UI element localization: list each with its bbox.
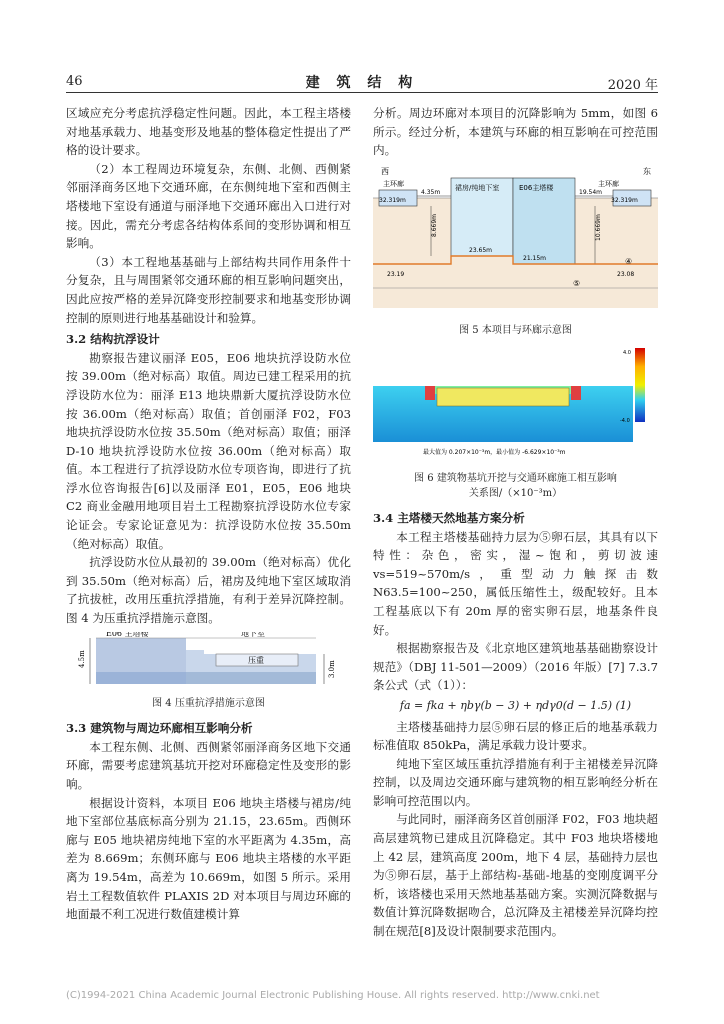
fig5-elev-podium: 23.65m <box>469 246 493 254</box>
fig5-marker-b: ⑤ <box>573 278 581 288</box>
fig4-dim-right: 3.0m <box>328 659 336 678</box>
fig4-tower-label: E06 主塔楼 <box>106 631 149 638</box>
fig5-marker-a: ④ <box>625 256 633 266</box>
figure-4 <box>66 632 351 693</box>
fig5-corridor-right: 主环廊 <box>598 179 619 188</box>
paragraph: 纯地下室区域压重抗浮措施有利于主裙楼差异沉降控制，以及周边交通环廊与建筑物的相互影响经分析在影响可控范围以内。 <box>373 756 658 808</box>
fig5-west: 西 <box>381 166 389 176</box>
fig5-elev-right: 32.319m <box>611 196 638 204</box>
tower-block <box>96 638 186 672</box>
fig4-basement-label: 地下室 <box>241 631 265 638</box>
fig4-dim-left: 4.5m <box>78 649 86 668</box>
fig5-height-right: 10.669m <box>595 213 602 241</box>
figure-5-diagram <box>373 164 658 314</box>
paragraph: 与此同时，丽泽商务区首创丽泽 F02，F03 地块超高层建筑物已建成且沉降稳定。其中 F03 地块塔楼地上 42 层，建筑高度 200m，地下 4 层，基础持力层也为⑤卵石层，基于上部结构-基础-地基的变刚度调平分析，该塔楼也采用天然地基基础方案。实测沉降数据与数值计算沉降数据吻合，总沉降及主裙楼差异沉降均控制在规范[8]及设计限制要求范围内。 <box>373 812 658 939</box>
paragraph: 本工程东侧、北侧、西侧紧邻丽泽商务区地下交通环廊，需要考虑建筑基坑开挖对环廊稳定性及变形的影响。 <box>66 739 351 791</box>
fig5-elev-low-left: 23.19 <box>387 270 405 278</box>
fig5-dist-left: 4.35m <box>421 188 441 196</box>
journal-title: 建 筑 结 构 <box>305 75 419 91</box>
section-heading: 3.2 结构抗浮设计 <box>66 332 160 347</box>
paragraph: 本工程主塔楼基础持力层为⑤卵石层，其具有以下特性：杂色，密实，湿~饱和，剪切波速 vs=519~570m/s，重型动力触探击数 N63.5=100~250，属低压缩性土，级配较好。且本工程基底以下有 20m 厚的密实卵石层，地基条件良好。 <box>373 529 658 637</box>
fig6-note: 最大值为 0.207×10⁻³m，最小值为 -6.629×10⁻³m <box>423 449 566 457</box>
formula-1: fa = fka + ηbγ(b − 3) + ηdγ0(d − 1.5) (1) <box>399 698 632 712</box>
right-column <box>373 104 658 941</box>
journal-year: 2020 年 <box>607 78 658 93</box>
fig5-corridor-left: 主环廊 <box>383 179 404 188</box>
paragraph: 区域应充分考虑抗浮稳定性问题。因此，本工程主塔楼对地基承载力、地基变形及地基的整体稳定性提出了严格的设计要求。 <box>66 106 351 158</box>
fig5-elev-low-right: 23.08 <box>617 270 635 278</box>
fig4-weight-label: 压重 <box>248 655 264 665</box>
fig6-legend-top: 4.0 <box>623 350 631 357</box>
figure-5-caption: 图 5 本项目与环廊示意图 <box>459 325 572 337</box>
section-heading: 3.3 建筑物与周边环廊相互影响分析 <box>66 721 253 736</box>
figure-4-caption: 图 4 压重抗浮措施示意图 <box>152 698 265 710</box>
left-column <box>66 104 351 924</box>
figure-5 <box>373 164 658 320</box>
paragraph: 根据勘察报告及《北京地区建筑地基基础勘察设计规范》（DBJ 11-501—2009）（2016 年版）[7] 7.3.7 条公式（式（1））： <box>373 641 658 693</box>
fig5-elev-left: 32.319m <box>379 196 406 204</box>
page-number: 46 <box>66 74 83 89</box>
paragraph: （2）本工程周边环境复杂，东侧、北侧、西侧紧邻丽泽商务区地下交通环廊，在东侧纯地下室和西侧主塔楼地下室设有通道与丽泽地下交通环廊出入口进行对接。因此，需充分考虑各结构体系间的变形协调和相互影响。 <box>66 161 351 251</box>
fig5-dist-right: 19.54m <box>579 188 603 196</box>
fig5-tower: E06主塔楼 <box>519 183 554 192</box>
fig5-elev-tower: 21.15m <box>523 254 547 262</box>
paragraph: （3）本工程地基基础与上部结构共同作用条件十分复杂，且与周围紧邻交通环廊的相互影响问题突出，因此应按严格的差异沉降变形控制要求和地基变形协调控制的原则进行地基基础设计和验算。 <box>66 254 351 325</box>
fig5-height-left: 8.669m <box>431 213 438 237</box>
paragraph: 分析。周边环廊对本项目的沉降影响为 5mm，如图 6 所示。经过分析，本建筑与环廊的相互影响在可控范围内。 <box>373 106 658 158</box>
figure-6-diagram <box>373 346 658 461</box>
fig6-legend-bar <box>635 348 645 422</box>
figure-4-diagram <box>66 632 351 687</box>
fig6-legend-bottom: -4.0 <box>620 418 630 425</box>
watermark: (C)1994-2021 China Academic Journal Electronic Publishing House. All rights reserved. http://www.cnki.net <box>66 990 600 1001</box>
fig5-east: 东 <box>643 166 651 176</box>
figure-6 <box>373 346 658 467</box>
figure-6-caption <box>373 471 658 501</box>
section-heading: 3.4 主塔楼天然地基方案分析 <box>373 510 525 525</box>
page-header <box>66 70 658 93</box>
figure-6-caption-line1: 图 6 建筑物基坑开挖与交通环廊施工相互影响 <box>414 472 617 484</box>
paragraph: 抗浮设防水位从最初的 39.00m（绝对标高）优化到 35.50m（绝对标高）后，裙房及纯地下室区域取消了抗拔桩，改用压重抗浮措施，有利于差异沉降控制。图 4 为压重抗浮措施示意图。 <box>66 555 351 626</box>
paragraph: 勘察报告建议丽泽 E05，E06 地块抗浮设防水位按 39.00m（绝对标高）取值。周边已建工程采用的抗浮设防水位为：丽泽 E13 地块鼎新大厦抗浮设防水位按 36.00m（绝对标高）取值；首创丽泽 F02，F03 地块抗浮设防水位按 35.50m（绝对标高）取值；丽泽 D-10 地块抗浮设防水位按 36.00m（绝对标高）取值。本工程进行了抗浮设防水位专项咨询，即进行了抗浮水位咨询报告[6]以及丽泽 E01，E05，E06 地块 C2 商业金融用地项目岩土工程勘察抗浮设防水位专家论证会。专家论证意见为：抗浮设防水位按 35.50m（绝对标高）取值。 <box>66 350 351 551</box>
figure-6-caption-line2: 关系图/（×10⁻³m） <box>468 487 563 499</box>
paragraph: 主塔楼基础持力层⑤卵石层的修正后的地基承载力标准值取 850kPa，满足承载力设计要求。 <box>373 719 658 753</box>
paragraph: 根据设计资料，本项目 E06 地块主塔楼与裙房/纯地下室部位基底标高分别为 21.15，23.65m。西侧环廊与 E05 地块裙房纯地下室的水平距离为 4.35m，高差为 8.669m；东侧环廊与 E06 地块主塔楼的水平距离为 19.54m，高差为 10.669m，如图 5 所示。采用岩土工程数值软件 PLAXIS 2D 对本项目与周边环廊的地面最不利工况进行数值建模计算 <box>66 795 351 922</box>
fig5-podium: 裙房/纯地下室 <box>455 183 500 192</box>
